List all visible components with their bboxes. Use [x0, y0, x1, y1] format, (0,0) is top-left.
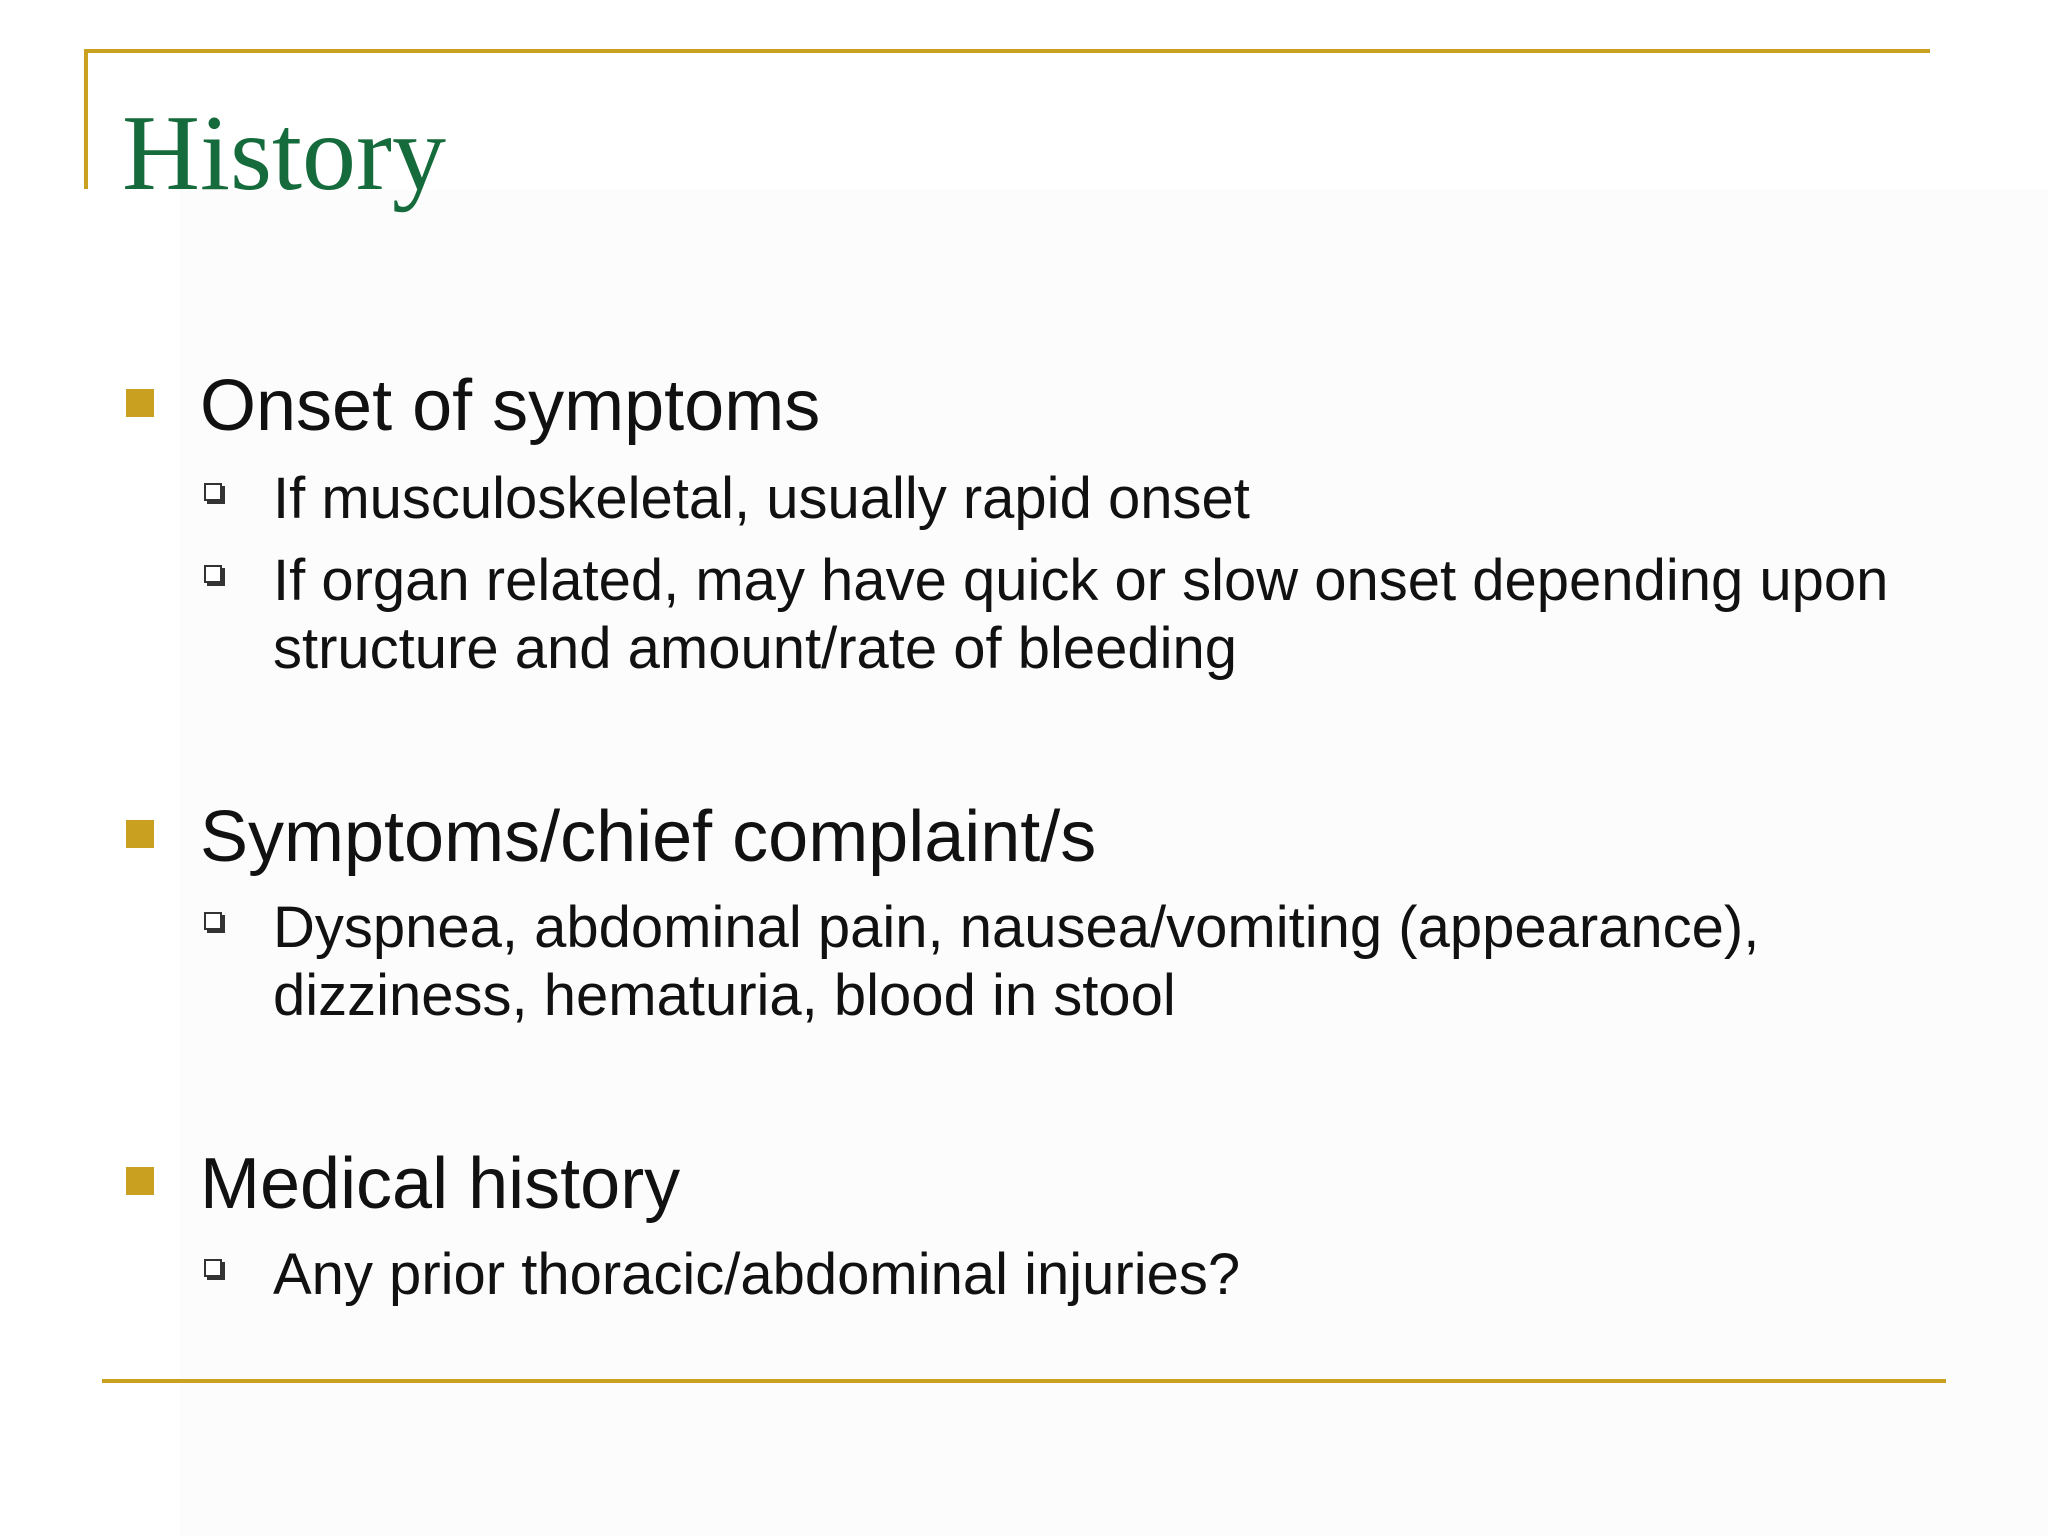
sub-point-text: Dyspnea, abdominal pain, nausea/vomiting (appearance), dizziness, hematuria, blood in stool [273, 895, 1760, 1028]
sub-point-text: Any prior thoracic/abdominal injuries? [273, 1242, 1241, 1307]
gold-square-bullet-icon [126, 820, 154, 848]
hollow-box-bullet-icon [204, 912, 222, 930]
gold-square-bullet-icon [126, 1167, 154, 1195]
gold-square-bullet-icon [126, 389, 154, 417]
hollow-box-bullet-icon [204, 483, 222, 501]
section-heading: Onset of symptoms [200, 366, 821, 446]
hollow-box-bullet-icon [204, 565, 222, 583]
sub-point-text: If musculoskeletal, usually rapid onset [273, 466, 1250, 531]
sub-point-text: If organ related, may have quick or slow onset depending upon structure and amount/rate of bleeding [273, 548, 1889, 681]
section-heading: Medical history [200, 1144, 681, 1224]
section-heading: Symptoms/chief complaint/s [200, 797, 1097, 877]
hollow-box-bullet-icon [204, 1259, 222, 1277]
slide-title: History [122, 94, 446, 213]
